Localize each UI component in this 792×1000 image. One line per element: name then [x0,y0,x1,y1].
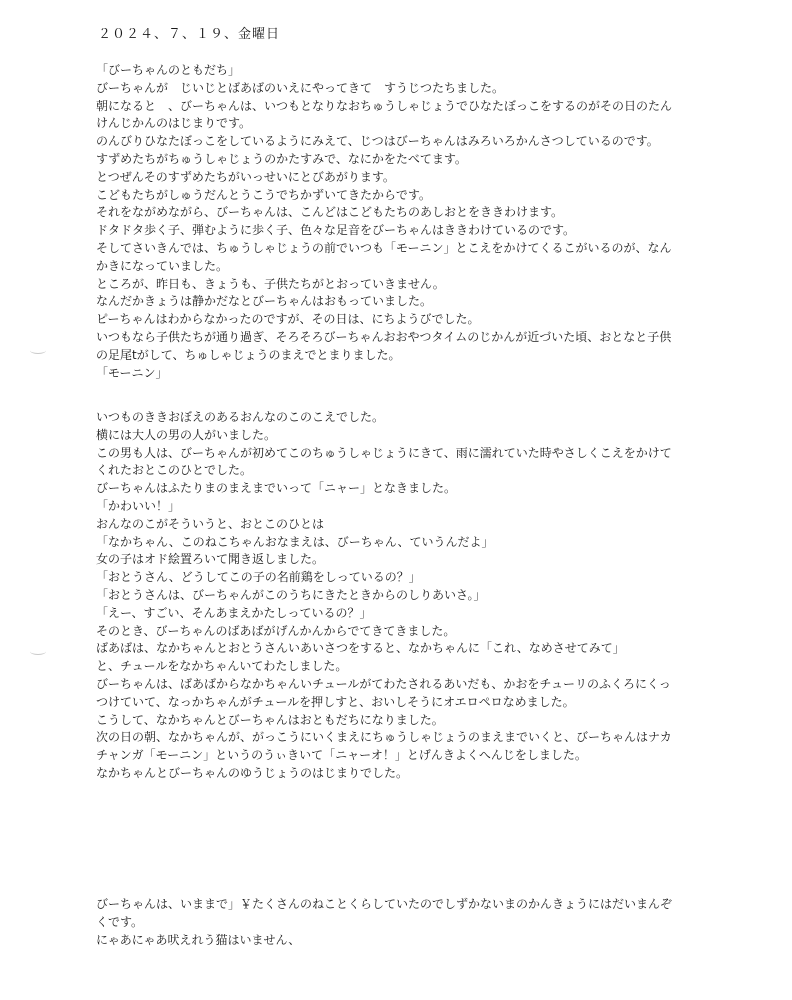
text-line: なかちゃんとびーちゃんのゆうじょうのはじまりでした。 [96,765,409,780]
text-line: チャンガ「モーニン」というのうぃきいて「ニャーオ！」とげんきよくへんじをしました。 [96,748,587,763]
text-line: こどもたちがしゅうだんとうこうでちかずいてきたからです。 [96,187,431,202]
text-line: びーちゃんは、いままで」￥たくさんのねことくらしていたのでしずかないまのかんきょうにはだいまんぞ [96,897,673,911]
text-line: なんだかきょうは静かだなとびーちゃんはおもっていました。 [96,294,433,309]
text-line: びーちゃんが じいじとばあばのいえにやってきて すうじつたちました。 [96,80,505,95]
text-line: くれたおとこのひとでした。 [96,463,253,478]
text-line: すずめたちがちゅうしゃじょうのかたすみで、なにかをたべてます。 [96,151,467,166]
text-line: この男も人は、びーちゃんが初めてこのちゅうしゃじょうにきて、雨に濡れていた時やさしくこえをかけて [96,445,672,460]
story-paragraph-3 [96,896,776,949]
document-date: ２０２４、７、１９、金曜日 [98,27,281,42]
text-line: 次の日の朝、なかちゃんが、がっこうにいくまえにちゅうしゃじょうのまえまでいくと、びーちゃんはナカ [96,730,672,745]
text-line: くです。 [96,914,144,929]
text-line: そしてさいきんでは、ちゅうしゃじょうの前でいつも「モーニン」とこえをかけてくるこがいるのが、なん [96,240,672,255]
story-paragraph-1 [96,62,776,382]
text-line: ピーちゃんはわからなかったのですが、その日は、にちようびでした。 [96,312,480,327]
text-line: おんなのこがそういうと、おとこのひとは [96,516,325,531]
text-line: 「モーニン」 [96,365,168,380]
text-line: 朝になると 、びーちゃんは、いつもとなりなおちゅうしゃじょうでひなたぼっこをするのがその日のたん [96,98,673,113]
text-line: 「おとうさんは、びーちゃんがこのうちにきたときからのしりあいさ。」 [96,587,486,602]
scan-margin-mark [30,648,46,655]
text-line: けんじかんのはじまりです。 [96,116,252,131]
text-line: にゃあにゃあ吠えれう猫はいません、 [96,932,301,947]
text-line: 女の子はオド絵置ろいて聞き返しました。 [96,552,325,567]
text-line: そのとき、びーちゃんのばあばがげんかんからでてきてきました。 [96,623,456,638]
text-line: びーちゃんは、ばあばからなかちゃんいチュールがてわたされるあいだも、かおをチューリのふくろにくっ [96,676,671,691]
text-line: のんびりひなたぼっこをしているようにみえて、じつはびーちゃんはみろいろかんさつしているのです。 [96,134,659,149]
text-line: ドタドタ歩く子、弾むように歩く子、色々な足音をびーちゃんはききわけているのです。 [96,223,576,238]
text-line: いつもなら子供たちが通り過ぎ、そろそろびーちゃんおおやつタイムのじかんが近づいた頃、おとなと子供 [96,329,672,344]
text-line: 「おとうさん、どうしてこの子の名前鶏をしっているの？」 [96,570,421,585]
text-line: の足尾tがして、ちゅしゃじょうのまえでとまりました。 [96,347,401,362]
text-line: びーちゃんはふたりまのまえまでいって「ニャー」となきました。 [96,481,457,496]
text-line: 「なかちゃん、このねこちゃんおなまえは、びーちゃん、ていうんだよ」 [96,534,494,549]
text-line: つけていて、なっかちゃんがチュールを押しすと、おいしそうにオエロペロなめました。 [96,694,575,709]
text-line: ところが、昨日も、きょうも、子供たちがとおっていきません。 [96,276,445,291]
text-line: とつぜんそのすずめたちがいっせいにとびあがります。 [96,169,395,184]
scan-margin-mark [30,347,46,354]
text-line: こうして、なかちゃんとびーちゃんはおともだちになりました。 [96,712,444,727]
text-line: かきになっていました。 [96,258,229,273]
story-paragraph-2 [96,409,776,783]
text-line: 「びーちゃんのともだち」 [96,63,241,77]
text-line: 横には大人の男の人がいました。 [96,427,277,442]
text-line: と、チュールをなかちゃんいてわたしました。 [96,659,348,674]
text-line: それをながめながら、びーちゃんは、こんどはこどもたちのあしおとをききわけます。 [96,205,564,220]
text-line: ばあばは、なかちゃんとおとうさんいあいさつをすると、なかちゃんに「これ、なめさせてみて」 [96,641,625,656]
text-line: いつものききおぼえのあるおんなのこのこえでした。 [96,410,385,424]
text-line: 「かわいい！」 [96,498,181,513]
text-line: 「えー、すごい、そんあまえかたしっているの？」 [96,605,372,620]
